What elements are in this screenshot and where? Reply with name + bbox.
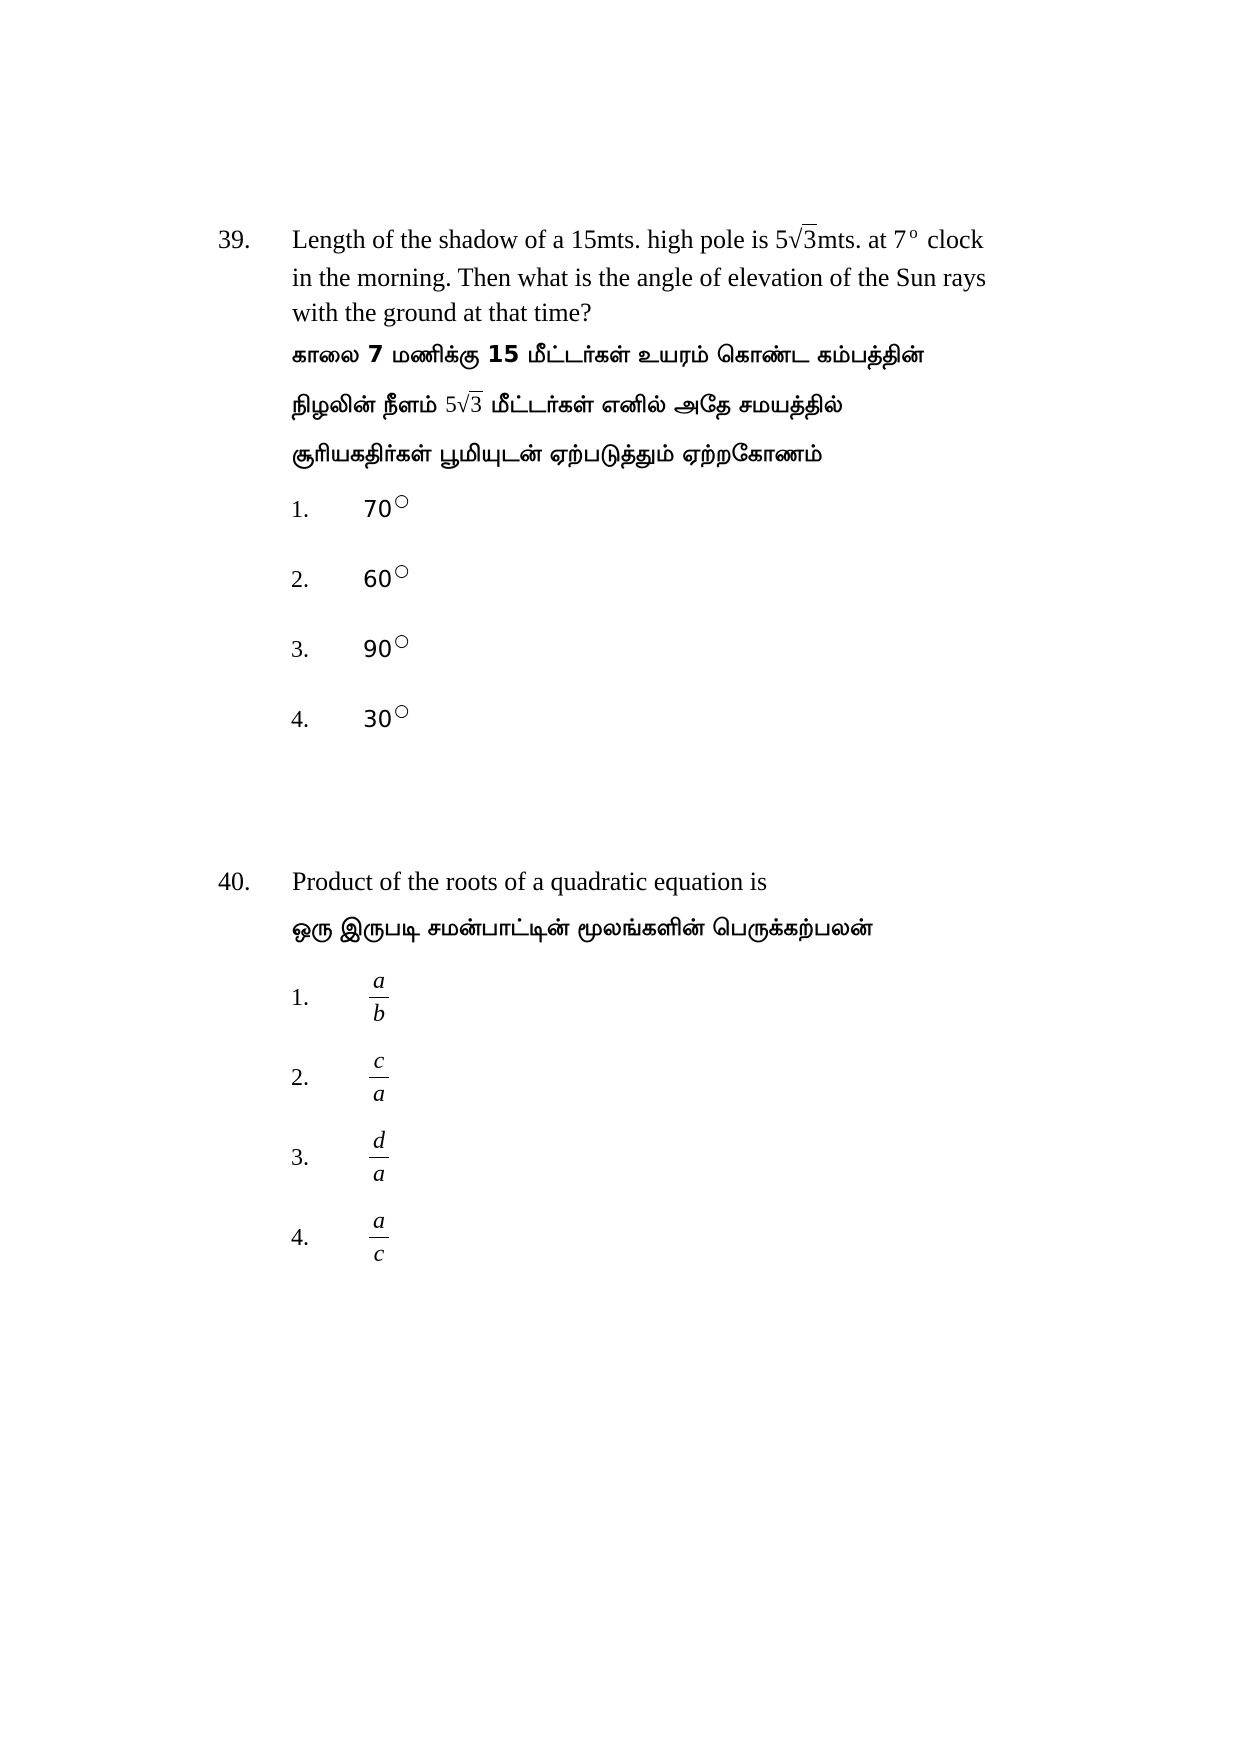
option-number: 2. bbox=[291, 1065, 309, 1091]
option-3[interactable] bbox=[0, 631, 1241, 685]
fraction bbox=[369, 1206, 389, 1269]
numerator: d bbox=[373, 1128, 385, 1154]
option-value: 70 ○ bbox=[363, 491, 410, 523]
question-text-tamil bbox=[292, 331, 1012, 479]
option-value: 30 ○ bbox=[363, 701, 410, 733]
fraction bbox=[369, 966, 389, 1029]
degree-icon: ○ bbox=[394, 701, 410, 721]
option-number: 4. bbox=[291, 1225, 309, 1251]
question-line: சூரியகதிர்கள் பூமியுடன் ஏற்படுத்தும் ஏற்றகோணம் bbox=[292, 441, 823, 467]
denominator: a bbox=[373, 1161, 385, 1187]
fraction bbox=[369, 1046, 389, 1109]
degree-icon: ○ bbox=[394, 631, 410, 651]
denominator: a bbox=[373, 1081, 385, 1107]
fraction-bar bbox=[369, 1237, 389, 1238]
question-number: 39. bbox=[218, 225, 251, 254]
option-2[interactable] bbox=[0, 561, 1241, 615]
numerator: c bbox=[373, 1048, 385, 1074]
question-line: Length of the shadow of a 15mts. high pole is 5√3mts. at 7 $^o$ clock bbox=[292, 223, 984, 254]
fraction-bar bbox=[369, 1157, 389, 1158]
degree-icon: ○ bbox=[394, 491, 410, 511]
question-line: காலை 7 மணிக்கு 15 மீட்டர்கள் உயரம் கொண்ட கம்பத்தின் bbox=[292, 342, 924, 368]
option-value: 60 ○ bbox=[363, 561, 410, 593]
question-line: நிழலின் நீளம் 5√3 மீட்டர்கள் எனில் அதே சமயத்தில் bbox=[292, 392, 843, 418]
option-number: 1. bbox=[291, 497, 309, 523]
sqrt-expression: 5√3 bbox=[445, 392, 482, 417]
question-line: with the ground at that time? bbox=[292, 298, 592, 327]
question-text-tamil: ஒரு இருபடி சமன்பாட்டின் மூலங்களின் பெருக்கற்பலன் bbox=[292, 915, 873, 941]
fraction bbox=[369, 1126, 389, 1189]
question-line: in the morning. Then what is the angle of elevation of the Sun rays bbox=[292, 263, 987, 292]
question-number: 40. bbox=[218, 867, 251, 896]
option-number: 4. bbox=[291, 707, 309, 733]
sqrt-expression: 5√3 bbox=[775, 225, 817, 254]
degree-icon: ○ bbox=[394, 561, 410, 581]
option-value: 90 ○ bbox=[363, 631, 410, 663]
option-1[interactable] bbox=[0, 491, 1241, 545]
option-4[interactable] bbox=[0, 1208, 1241, 1271]
denominator: c bbox=[373, 1241, 385, 1267]
option-1[interactable] bbox=[0, 970, 1241, 1030]
numerator: a bbox=[373, 1208, 385, 1234]
option-2[interactable] bbox=[0, 1048, 1241, 1111]
option-3[interactable] bbox=[0, 1128, 1241, 1191]
fraction-bar bbox=[369, 1077, 389, 1078]
option-number: 1. bbox=[291, 985, 309, 1011]
denominator: b bbox=[373, 1001, 385, 1027]
option-number: 3. bbox=[291, 637, 309, 663]
numerator: a bbox=[373, 968, 385, 994]
question-text-english bbox=[292, 222, 1012, 330]
option-number: 3. bbox=[291, 1145, 309, 1171]
question-text-english: Product of the roots of a quadratic equation is bbox=[292, 867, 768, 896]
option-4[interactable] bbox=[0, 701, 1241, 755]
option-number: 2. bbox=[291, 567, 309, 593]
fraction-bar bbox=[369, 997, 389, 998]
